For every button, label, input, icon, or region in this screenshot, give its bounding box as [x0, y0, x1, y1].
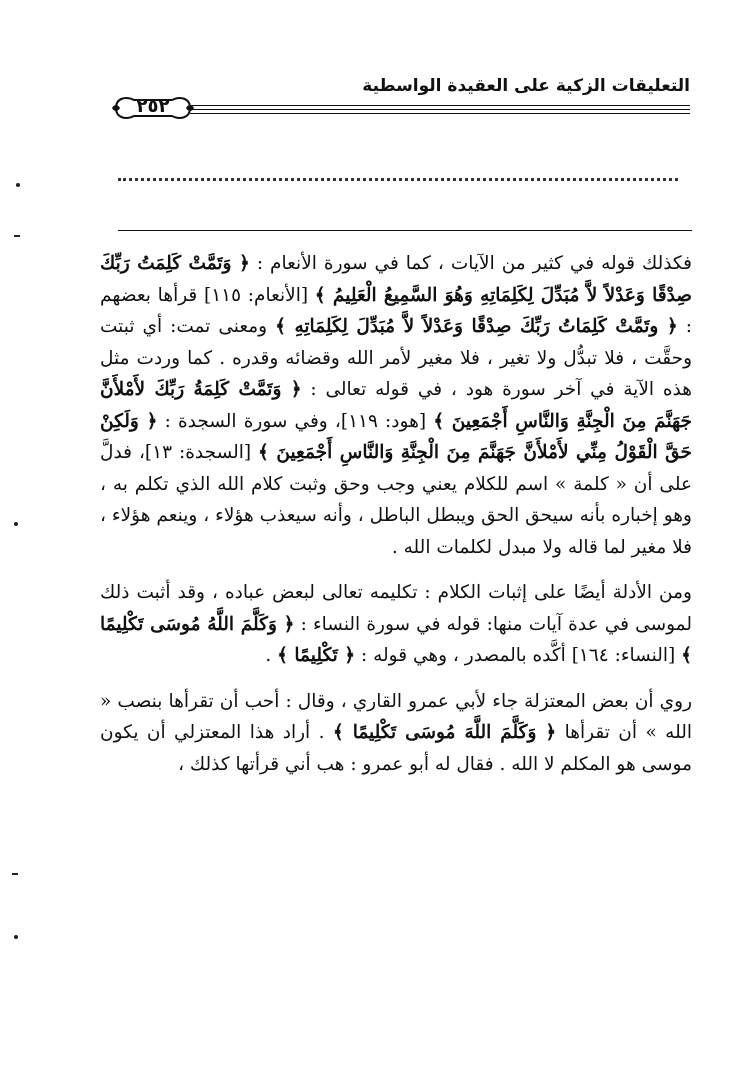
- quran-verse: ﴿ وَلَكِنْ حَقَّ الْقَوْلُ مِنِّي لأَمْلأَنَّ جَهَنَّمَ مِنَ الْجِنَّةِ وَالنَّاسِ أَجْمَعِينَ ﴾: [100, 410, 692, 463]
- page-number: ٢٥٢: [136, 96, 170, 117]
- paragraph: [100, 248, 692, 563]
- text-run: ومعنى تمت: أي ثبتت وحقَّت ، فلا تبدُّل ولا تغير ، فلا مغير لأمر الله وقضائه وقدره . كما وردت مثل هذه الآية في آخر سورة هود ، في قوله تعالى :: [100, 316, 692, 400]
- quran-verse: ﴿ وَكَلَّمَ اللَّهُ مُوسَى تَكْلِيمًا ﴾: [100, 613, 692, 666]
- margin-dot: [14, 935, 18, 939]
- paragraph: [100, 686, 692, 781]
- text-run: ومن الأدلة أيضًا على إثبات الكلام : تكليمه تعالى لبعض عباده ، وقد أثبت ذلك لموسى في عدة آيات منها: قوله في سورة النساء :: [100, 582, 692, 635]
- text-run: فكذلك قوله في كثير من الآيات ، كما في سورة الأنعام :: [249, 253, 692, 274]
- page-number-ornament: [110, 92, 196, 124]
- header-rule: [190, 105, 690, 106]
- quran-verse: ﴿ تَكْلِيمًا ﴾: [277, 645, 356, 666]
- quran-verse: ﴿ وتَمَّتْ كَلِمَاتُ رَبِّكَ صِدْقًا وَعَدْلاً لاَّ مُبَدِّلَ لِكَلِمَاتِهِ ﴾: [275, 316, 678, 337]
- text-run: [هود: ١١٩]، وفي سورة السجدة :: [157, 410, 434, 432]
- page-body: [100, 248, 692, 788]
- quran-verse: ﴿ وَتَمَّتْ كَلِمَةُ رَبِّكَ لأَمْلأَنَّ جَهَنَّمَ مِنَ الْجِنَّةِ وَالنَّاسِ أَجْمَعِينَ ﴾: [100, 379, 692, 432]
- text-run: . أراد هذا المعتزلي أن يكون موسى هو المكلم لا الله . فقال له أبو عمرو : هب أني قرأتها كذلك ،: [100, 722, 692, 775]
- text-run: [الأنعام: ١١٥] قرأها بعضهم :: [100, 284, 692, 337]
- paragraph: [100, 577, 692, 672]
- margin-dash: [12, 873, 18, 875]
- header-rule: [190, 113, 690, 114]
- margin-dot: [16, 183, 20, 187]
- text-run: روي أن بعض المعتزلة جاء لأبي عمرو القاري ، وقال : أحب أن تقرأها بنصب « الله » أن تقرأها: [100, 690, 692, 743]
- text-run: .: [265, 645, 278, 666]
- text-run: [السجدة: ١٣]، فدلَّ على أن « كلمة » اسم للكلام يعني وجب وحق وثبت كلام الله الذي تكلم به ، وهو إخباره بأنه سيحق الحق ويبطل الباطل ، وأنه سيعذب هؤلاء ، وينعم هؤلاء ، فلا مغير لما قاله ولا مبدل لكلمات الله .: [100, 442, 692, 558]
- text-run: [النساء: ١٦٤] أكَّده بالمصدر ، وهي قوله :: [355, 645, 682, 666]
- margin-dash: [14, 235, 20, 237]
- section-rule: [118, 230, 692, 231]
- margin-dot: [14, 522, 18, 526]
- quran-verse: ﴿ وَكَلَّمَ اللَّهَ مُوسَى تَكْلِيمًا ﴾: [332, 722, 557, 743]
- quran-verse: ﴿ وَتَمَّتْ كَلِمَتُ رَبِّكَ صِدْقًا وَعَدْلاً لاَّ مُبَدِّلَ لِكَلِمَاتِهِ وَهُوَ السَّمِيعُ الْعَلِيمُ ﴾: [100, 253, 692, 306]
- page-header: [110, 68, 690, 138]
- running-title: التعليقات الزكية على العقيدة الواسطية: [362, 76, 690, 96]
- header-rule: [190, 109, 690, 110]
- dotted-separator: [118, 178, 678, 189]
